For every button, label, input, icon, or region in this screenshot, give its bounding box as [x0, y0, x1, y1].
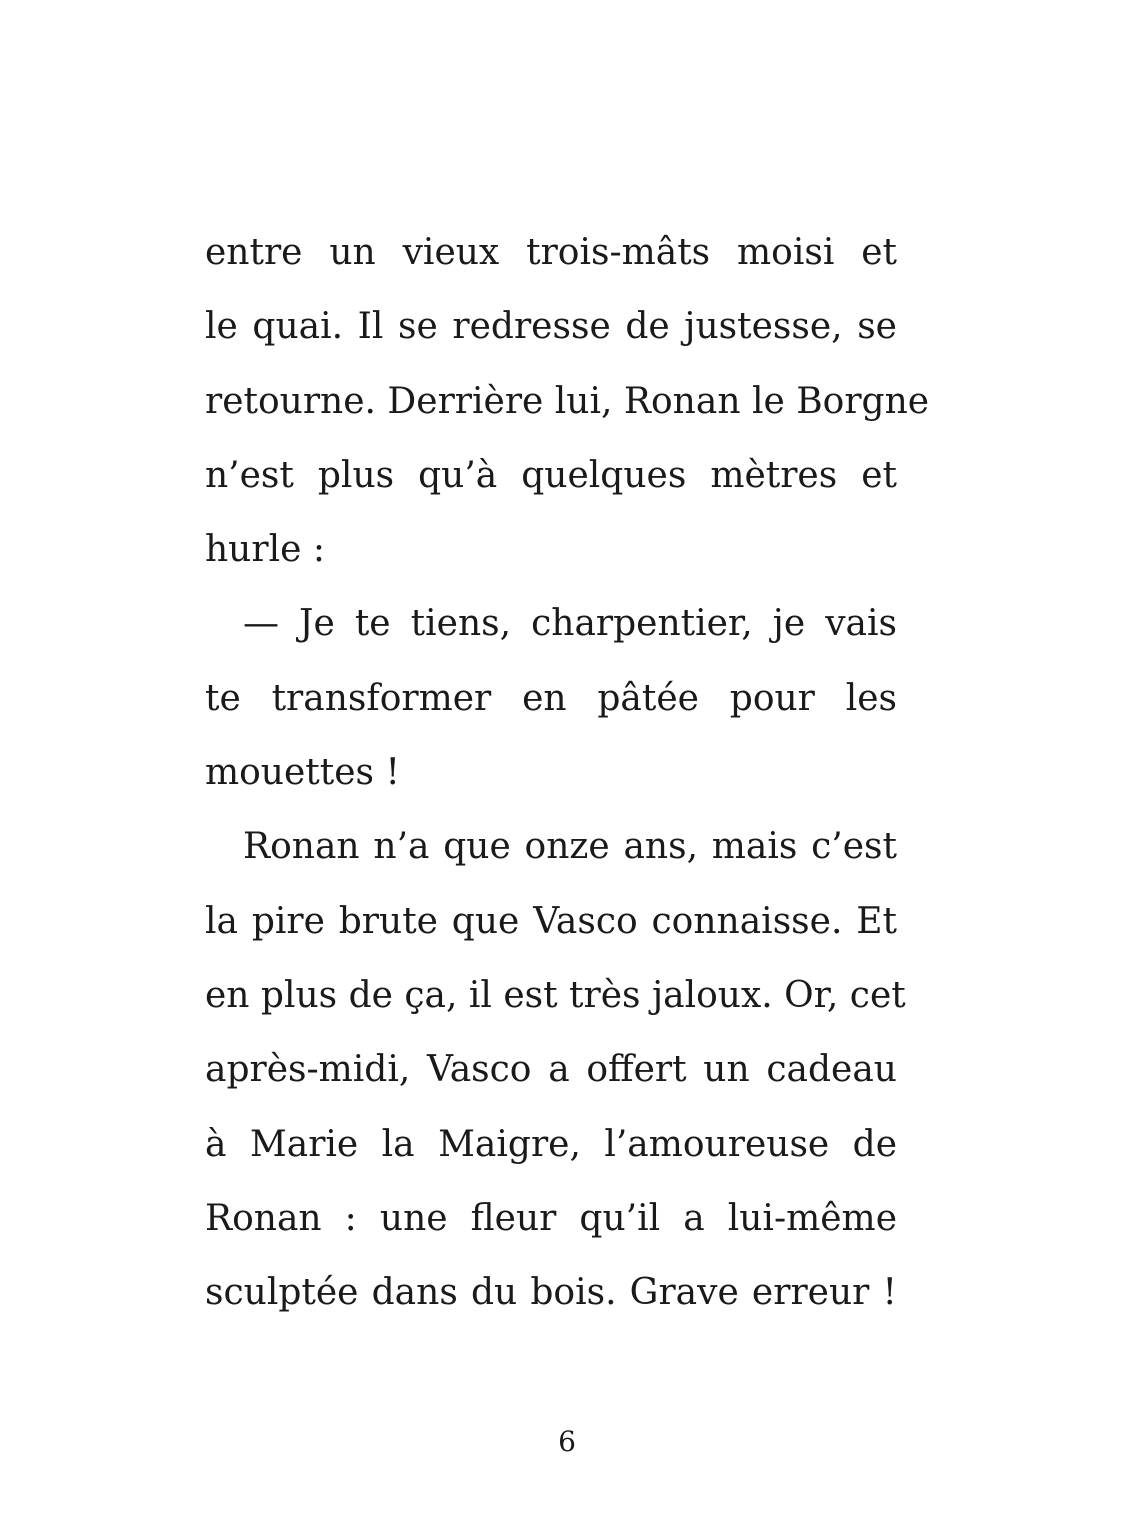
text-line: entre un vieux trois-mâts moisi et: [205, 232, 897, 273]
text-line: Ronan : une fleur qu’il a lui-même: [205, 1197, 897, 1239]
text-line: sculptée dans du bois. Grave erreur !: [205, 1272, 897, 1314]
text-line: en plus de ça, il est très jaloux. Or, cet: [205, 974, 906, 1016]
text-line: retourne. Derrière lui, Ronan le Borgne: [205, 380, 930, 422]
text-line: — Je te tiens, charpentier, je vais: [243, 603, 897, 645]
text-line: hurle :: [205, 529, 325, 571]
text-line: après-midi, Vasco a offert un cadeau: [205, 1049, 897, 1091]
text-line: à Marie la Maigre, l’amoureuse de: [205, 1123, 897, 1165]
text-line: n’est plus qu’à quelques mètres et: [205, 454, 897, 496]
text-line: Ronan n’a que onze ans, mais c’est: [243, 826, 897, 868]
text-line: te transformer en pâtée pour les: [205, 677, 897, 719]
text-line: le quai. Il se redresse de justesse, se: [205, 306, 897, 348]
page-number: 6: [558, 1425, 576, 1458]
text-line: mouettes !: [205, 752, 400, 794]
body-text: [205, 216, 930, 1330]
text-line: la pire brute que Vasco connaisse. Et: [205, 900, 897, 942]
